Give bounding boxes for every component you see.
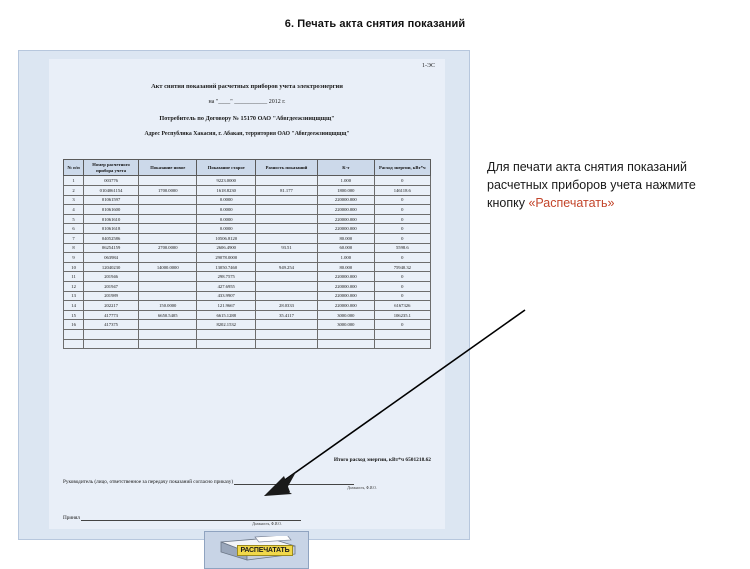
cell-index: 12 bbox=[64, 282, 84, 292]
cell-coef: 220000.000 bbox=[318, 205, 375, 215]
cell-index: 15 bbox=[64, 310, 84, 320]
cell-old: 9223.0000 bbox=[197, 176, 255, 186]
cell-index: 14 bbox=[64, 301, 84, 311]
table-row bbox=[64, 234, 431, 244]
total-value: 6501218.62 bbox=[405, 457, 431, 463]
cell-meter bbox=[84, 329, 139, 339]
cell-meter: 417375 bbox=[84, 320, 139, 330]
cell-index: 5 bbox=[64, 214, 84, 224]
cell-diff bbox=[255, 272, 317, 282]
cell-diff bbox=[255, 205, 317, 215]
callout-text-accent: «Распечатать» bbox=[528, 196, 615, 211]
cell-diff bbox=[255, 214, 317, 224]
form-code: 1-ЭС bbox=[422, 63, 435, 69]
cell-coef: 80.000 bbox=[318, 234, 375, 244]
table-header-row bbox=[64, 160, 431, 176]
cell-coef: 80.000 bbox=[318, 262, 375, 272]
cell-diff bbox=[255, 282, 317, 292]
callout-text bbox=[487, 158, 737, 212]
cell-consumption: 6167326 bbox=[374, 301, 430, 311]
cell-meter: 201947 bbox=[84, 282, 139, 292]
cell-meter: 0104061154 bbox=[84, 186, 139, 196]
cell-consumption: 0 bbox=[374, 234, 430, 244]
cell-consumption: 0 bbox=[374, 272, 430, 282]
cell-index: 4 bbox=[64, 205, 84, 215]
cell-coef: 60.000 bbox=[318, 243, 375, 253]
print-button[interactable] bbox=[204, 531, 309, 569]
cell-meter: 202217 bbox=[84, 301, 139, 311]
cell-consumption: 0 bbox=[374, 176, 430, 186]
cell-meter: 063984 bbox=[84, 253, 139, 263]
cell-index: 9 bbox=[64, 253, 84, 263]
cell-old: 10506.8120 bbox=[197, 234, 255, 244]
col-header-meter-number: Номер расчетного прибора учета bbox=[84, 160, 139, 176]
cell-coef: 220000.000 bbox=[318, 224, 375, 234]
cell-consumption: 0 bbox=[374, 195, 430, 205]
cell-index: 2 bbox=[64, 186, 84, 196]
col-header-reading-old: Показание старое bbox=[197, 160, 255, 176]
print-button-label: РАСПЕЧАТАТЬ bbox=[237, 545, 294, 556]
cell-diff: 949.254 bbox=[255, 262, 317, 272]
cell-meter: 01061618 bbox=[84, 224, 139, 234]
cell-diff bbox=[255, 224, 317, 234]
cell-new bbox=[139, 214, 197, 224]
document-address-line: Адрес Республика Хакасия, г. Абакан, территория ОАО "Абвгдеежзиицщщщ" bbox=[144, 131, 350, 137]
table-row bbox=[64, 262, 431, 272]
cell-consumption: 75940.32 bbox=[374, 262, 430, 272]
cell-consumption: 146118.6 bbox=[374, 186, 430, 196]
cell-old: 427.6955 bbox=[197, 282, 255, 292]
cell-new bbox=[139, 282, 197, 292]
table-row bbox=[64, 224, 431, 234]
cell-coef: 3000.000 bbox=[318, 320, 375, 330]
table-row bbox=[64, 214, 431, 224]
document-header bbox=[49, 83, 445, 137]
cell-coef: 220000.000 bbox=[318, 272, 375, 282]
cell-new bbox=[139, 176, 197, 186]
cell-diff bbox=[255, 253, 317, 263]
table-row bbox=[64, 253, 431, 263]
table-row bbox=[64, 176, 431, 186]
signature-receiver-line bbox=[81, 513, 301, 521]
signature-row-receiver bbox=[63, 513, 431, 531]
col-header-consumption: Расход энергии, кВт*ч bbox=[374, 160, 430, 176]
cell-index: 11 bbox=[64, 272, 84, 282]
cell-index: 3 bbox=[64, 195, 84, 205]
signature-receiver-note: Должность, Ф.И.О. bbox=[252, 522, 282, 526]
cell-new bbox=[139, 195, 197, 205]
document-heading: Акт снятия показаний расчетных приборов учета электроэнергии bbox=[151, 83, 343, 90]
cell-meter: 06254159 bbox=[84, 243, 139, 253]
cell-consumption: 106235.1 bbox=[374, 310, 430, 320]
cell-diff: 35.4117 bbox=[255, 310, 317, 320]
cell-meter: 04052586 bbox=[84, 234, 139, 244]
cell-new: 1700.0000 bbox=[139, 186, 197, 196]
cell-consumption: 5598.6 bbox=[374, 243, 430, 253]
col-header-reading-new: Показание новое bbox=[139, 160, 197, 176]
cell-coef: 1.000 bbox=[318, 176, 375, 186]
cell-consumption: 0 bbox=[374, 253, 430, 263]
cell-new bbox=[139, 234, 197, 244]
cell-coef: 220000.000 bbox=[318, 301, 375, 311]
table-row bbox=[64, 186, 431, 196]
callout-arrow bbox=[240, 300, 540, 510]
cell-coef: 220000.000 bbox=[318, 291, 375, 301]
cell-index: 7 bbox=[64, 234, 84, 244]
cell-coef: 1800.000 bbox=[318, 186, 375, 196]
cell-old: 0.0000 bbox=[197, 224, 255, 234]
cell-meter: 201989 bbox=[84, 291, 139, 301]
cell-old: 13050.7460 bbox=[197, 262, 255, 272]
callout-text-main: Для печати акта снятия показаний расчетных приборов учета нажмите кнопку bbox=[487, 160, 696, 211]
cell-diff bbox=[255, 195, 317, 205]
cell-consumption: 0 bbox=[374, 282, 430, 292]
cell-coef: 220000.000 bbox=[318, 214, 375, 224]
cell-meter: 417773 bbox=[84, 310, 139, 320]
cell-consumption: 0 bbox=[374, 320, 430, 330]
cell-index: 6 bbox=[64, 224, 84, 234]
col-header-index: № п/п bbox=[64, 160, 84, 176]
cell-index: 16 bbox=[64, 320, 84, 330]
cell-diff: 81.177 bbox=[255, 186, 317, 196]
cell-new bbox=[139, 320, 197, 330]
cell-new: 14000.0000 bbox=[139, 262, 197, 272]
cell-old: 298.7575 bbox=[197, 272, 255, 282]
cell-meter bbox=[84, 339, 139, 349]
cell-old: 6615.1288 bbox=[197, 310, 255, 320]
cell-old: 0.0000 bbox=[197, 205, 255, 215]
cell-index bbox=[64, 339, 84, 349]
cell-old: 2606.4900 bbox=[197, 243, 255, 253]
cell-coef: 220000.000 bbox=[318, 282, 375, 292]
cell-new: 6650.5405 bbox=[139, 310, 197, 320]
cell-old: 0.0000 bbox=[197, 214, 255, 224]
table-row bbox=[64, 205, 431, 215]
cell-consumption: 0 bbox=[374, 224, 430, 234]
cell-new: 2700.0000 bbox=[139, 243, 197, 253]
cell-new bbox=[139, 224, 197, 234]
signature-manager-note: Должность, Ф.И.О. bbox=[347, 486, 377, 490]
cell-meter: 12040230 bbox=[84, 262, 139, 272]
cell-coef: 220000.000 bbox=[318, 195, 375, 205]
total-label: Итого расход энергии, кВт*ч bbox=[333, 457, 405, 463]
cell-new bbox=[139, 272, 197, 282]
cell-new bbox=[139, 329, 197, 339]
cell-meter: 01061597 bbox=[84, 195, 139, 205]
page-title: 6. Печать акта снятия показаний bbox=[284, 18, 466, 30]
cell-coef: 1.000 bbox=[318, 253, 375, 263]
cell-old: 121.9667 bbox=[197, 301, 255, 311]
col-header-coefficient: К-т bbox=[318, 160, 375, 176]
table-row bbox=[64, 243, 431, 253]
signature-receiver-label: Принял bbox=[63, 515, 80, 521]
cell-index bbox=[64, 329, 84, 339]
cell-new bbox=[139, 291, 197, 301]
cell-new bbox=[139, 253, 197, 263]
table-row bbox=[64, 272, 431, 282]
cell-consumption: 0 bbox=[374, 205, 430, 215]
cell-diff bbox=[255, 234, 317, 244]
cell-new bbox=[139, 339, 197, 349]
cell-old: 433.9907 bbox=[197, 291, 255, 301]
cell-index: 13 bbox=[64, 291, 84, 301]
cell-old: 8202.1532 bbox=[197, 320, 255, 330]
cell-consumption: 0 bbox=[374, 214, 430, 224]
cell-old: 29078.0000 bbox=[197, 253, 255, 263]
cell-consumption: 0 bbox=[374, 291, 430, 301]
cell-new: 150.0000 bbox=[139, 301, 197, 311]
document-consumer-line: Потребитель по Договору № 15170 ОАО "Абвгдеежзиицщщщ" bbox=[159, 115, 335, 122]
cell-diff: 28.0333 bbox=[255, 301, 317, 311]
cell-old: 0.0000 bbox=[197, 195, 255, 205]
cell-meter: 01061610 bbox=[84, 214, 139, 224]
cell-meter: 201946 bbox=[84, 272, 139, 282]
cell-index: 8 bbox=[64, 243, 84, 253]
cell-new bbox=[139, 205, 197, 215]
cell-meter: 003776 bbox=[84, 176, 139, 186]
col-header-reading-diff: Разность показаний bbox=[255, 160, 317, 176]
cell-diff bbox=[255, 176, 317, 186]
cell-meter: 01061600 bbox=[84, 205, 139, 215]
document-date-line: на "____" ___________ 2012 г. bbox=[208, 99, 286, 105]
table-row bbox=[64, 195, 431, 205]
cell-index: 1 bbox=[64, 176, 84, 186]
printer-icon bbox=[211, 536, 303, 564]
cell-index: 10 bbox=[64, 262, 84, 272]
cell-diff: 93.51 bbox=[255, 243, 317, 253]
cell-coef: 3000.000 bbox=[318, 310, 375, 320]
cell-old: 1618.8230 bbox=[197, 186, 255, 196]
table-row bbox=[64, 282, 431, 292]
signature-manager-label: Руководитель (лицо, ответственное за передачу показаний согласно приказу) bbox=[63, 479, 234, 485]
